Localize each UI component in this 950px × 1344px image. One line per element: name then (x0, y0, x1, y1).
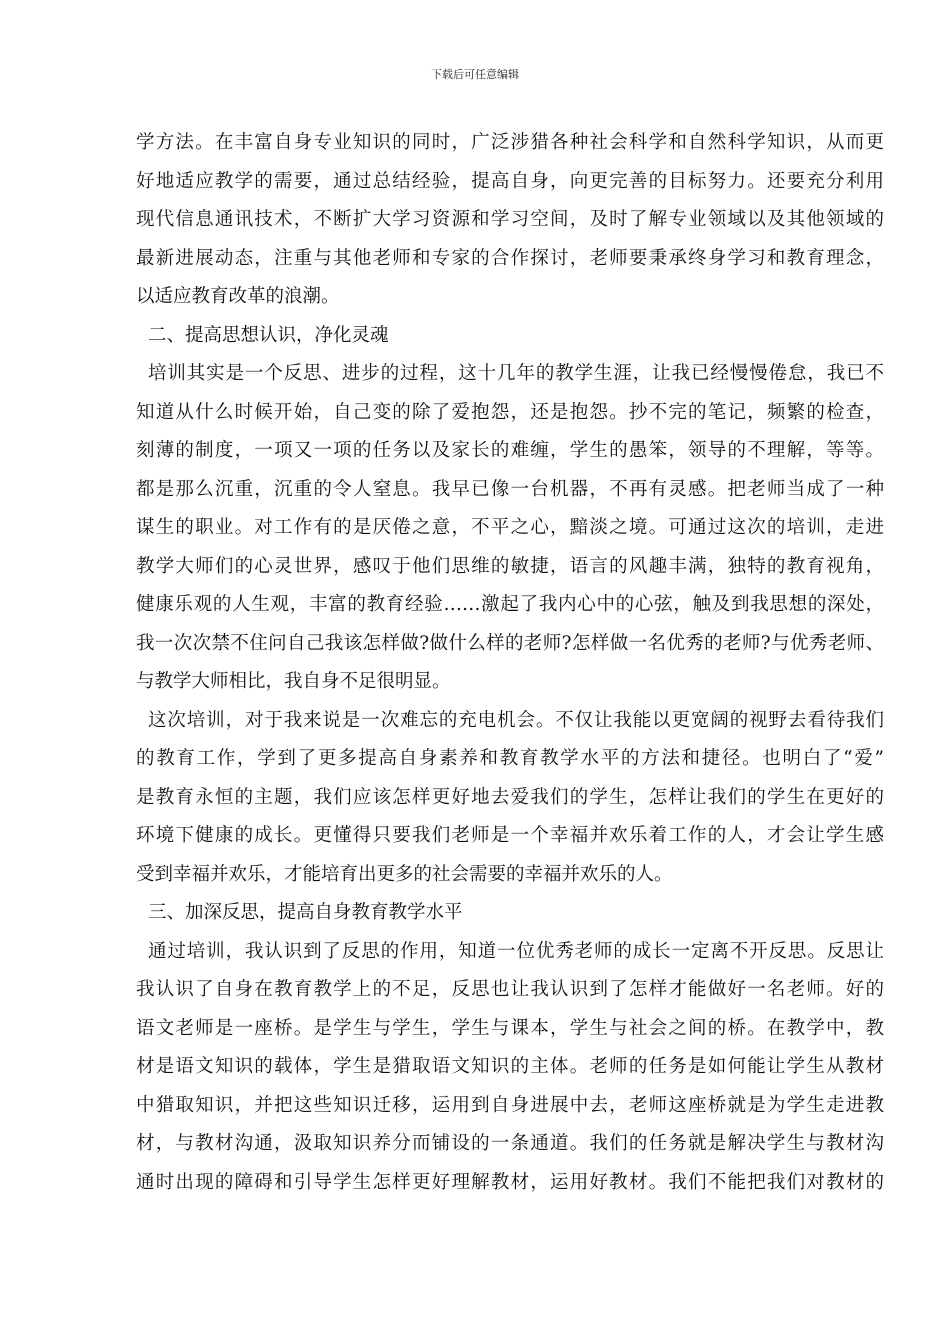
text-line: 学方法。在丰富自身专业知识的同时，广泛涉猎各种社会科学和自然科学知识，从而更 (136, 132, 884, 153)
text-line: 谋生的职业。对工作有的是厌倦之意，不平之心，黯淡之境。可通过这次的培训，走进 (136, 517, 884, 538)
text-line: 我认识了自身在教育教学上的不足，反思也让我认识到了怎样才能做好一名老师。好的 (136, 979, 884, 1000)
text-line: 材是语文知识的载体，学生是猎取语文知识的主体。老师的任务是如何能让学生从教材 (136, 1056, 884, 1077)
text-line: 环境下健康的成长。更懂得只要我们老师是一个幸福并欢乐着工作的人，才会让学生感 (136, 825, 884, 846)
text-line: 好地适应教学的需要，通过总结经验，提高自身，向更完善的目标努力。还要充分利用 (136, 170, 884, 192)
text-line: 通时出现的障碍和引导学生怎样更好理解教材，运用好教材。我们不能把我们对教材的 (136, 1171, 884, 1193)
text-line: 以适应教育改革的浪潮。 (136, 286, 340, 307)
text-line: 健康乐观的人生观，丰富的教育经验……激起了我内心中的心弦，触及到我思想的深处， (136, 594, 884, 615)
text-line: 我一次次禁不住问自己我该怎样做?做什么样的老师?怎样做一名优秀的老师?与优秀老师、 (136, 632, 884, 654)
text-line: 与教学大师相比，我自身不足很明显。 (136, 671, 451, 692)
section-heading: 二、提高思想认识，净化灵魂 (148, 324, 389, 346)
text-line: 是教育永恒的主题，我们应该怎样更好地去爱我们的学生，怎样让我们的学生在更好的 (136, 786, 884, 808)
document-body (136, 124, 884, 1202)
text-line: 通过培训，我认识到了反思的作用，知道一位优秀老师的成长一定离不开反思。反思让 (148, 940, 884, 962)
text-line: 最新进展动态，注重与其他老师和专家的合作探讨，老师要秉承终身学习和教育理念， (136, 247, 884, 269)
section-heading: 三、加深反思，提高自身教育教学水平 (148, 902, 463, 923)
text-line: 这次培训，对于我来说是一次难忘的充电机会。不仅让我能以更宽阔的视野去看待我们 (148, 709, 884, 731)
text-line: 都是那么沉重，沉重的令人窒息。我早已像一台机器，不再有灵感。把老师当成了一种 (136, 478, 884, 500)
text-line: 培训其实是一个反思、进步的过程，这十几年的教学生涯，让我已经慢慢倦怠，我已不 (148, 363, 884, 384)
text-line: 教学大师们的心灵世界，感叹于他们思维的敏捷，语言的风趣丰满，独特的教育视角， (136, 555, 884, 577)
page-header: 下载后可任意编辑 (431, 68, 519, 81)
text-line: 现代信息通讯技术，不断扩大学习资源和学习空间，及时了解专业领域以及其他领域的 (136, 209, 884, 230)
text-line: 知道从什么时候开始，自己变的除了爱抱怨，还是抱怨。抄不完的笔记，频繁的检查， (136, 401, 884, 423)
text-line: 中猎取知识，并把这些知识迁移，运用到自身进展中去，老师这座桥就是为学生走进教 (136, 1094, 884, 1116)
text-line: 刻薄的制度，一项又一项的任务以及家长的难缠，学生的愚笨，领导的不理解，等等。 (136, 440, 884, 461)
text-line: 语文老师是一座桥。是学生与学生，学生与课本，学生与社会之间的桥。在教学中，教 (136, 1017, 884, 1039)
text-line: 受到幸福并欢乐，才能培育出更多的社会需要的幸福并欢乐的人。 (136, 863, 673, 885)
text-line: 材，与教材沟通，汲取知识养分而铺设的一条通道。我们的任务就是解决学生与教材沟 (136, 1133, 884, 1154)
text-line: 的教育工作，学到了更多提高自身素养和教育教学水平的方法和捷径。也明白了“爱” (136, 748, 884, 769)
